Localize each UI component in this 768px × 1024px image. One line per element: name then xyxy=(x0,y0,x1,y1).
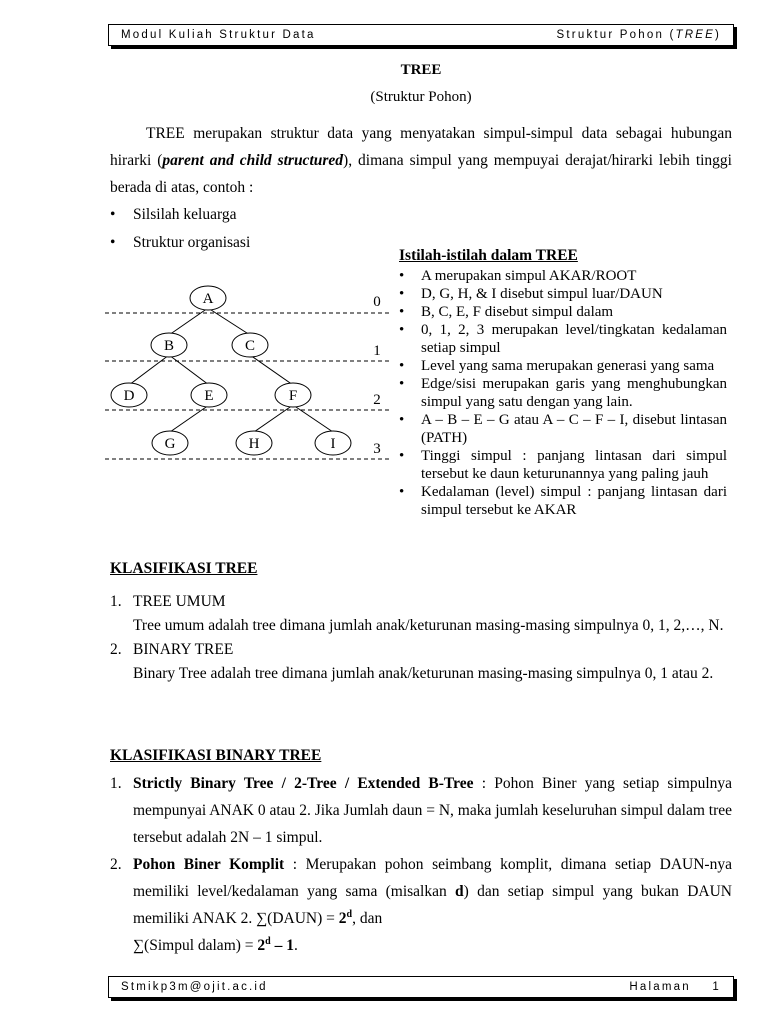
page-header xyxy=(108,24,734,46)
node-f-label: F xyxy=(288,388,298,404)
edge-a-b xyxy=(169,308,208,335)
edge-b-e xyxy=(169,355,209,385)
list-item: 2. Pohon Biner Komplit : Merupakan pohon seimbang komplit, dimana setiap DAUN-nya memiliki level/kedalaman yang sama (misalkan d) dan setiap simpul yang bukan DAUN memiliki ANAK 2. ∑(DAUN) = $2^d$, dan ∑(Simpul dalam) = $2^d - 1$. xyxy=(110,856,732,954)
page-footer xyxy=(108,976,734,998)
list-item: • Struktur organisasi xyxy=(110,234,251,251)
term-item: • Kedalaman (level) simpul : panjang lintasan dari simpul tersebut ke AKAR xyxy=(399,484,727,518)
footer-email: Stmikp3m@ojit.ac.id xyxy=(121,981,268,993)
example-list xyxy=(110,201,250,257)
term-item: • A merupakan simpul AKAR/ROOT xyxy=(399,268,637,284)
term-item: • Level yang sama merupakan generasi yang sama xyxy=(399,358,715,374)
level-label-1: 1 xyxy=(373,343,381,359)
node-e-label: E xyxy=(204,388,214,404)
node-i-label: I xyxy=(330,436,336,452)
term-item: • D, G, H, & I disebut simpul luar/DAUN xyxy=(399,286,663,302)
list-item: • Silsilah keluarga xyxy=(110,206,237,223)
terms-title: Istilah-istilah dalam TREE xyxy=(399,247,578,264)
node-g-label: G xyxy=(164,436,176,452)
term-item: • A – B – E – G atau A – C – F – I, disebut lintasan (PATH) xyxy=(399,412,727,446)
edge-f-i xyxy=(293,405,333,432)
tree-diagram xyxy=(105,275,395,465)
level-label-3: 3 xyxy=(373,441,381,457)
edge-a-c xyxy=(208,308,250,335)
term-item: • B, C, E, F disebut simpul dalam xyxy=(399,304,614,320)
edge-f-h xyxy=(254,405,293,432)
node-b-label: B xyxy=(163,338,175,354)
edge-c-f xyxy=(250,355,293,385)
header-left: Modul Kuliah Struktur Data xyxy=(121,29,316,41)
footer-page: Halaman 1 xyxy=(629,981,721,993)
terms-section xyxy=(399,247,727,519)
binary-heading: KLASIFIKASI BINARY TREE xyxy=(110,747,322,764)
list-item: 2. BINARY TREE Binary Tree adalah tree dimana jumlah anak/keturunan masing-masing simpulnya 0, 1 atau 2. xyxy=(110,641,714,682)
list-item: 1. Strictly Binary Tree / 2-Tree / Extended B-Tree : Pohon Biner yang setiap simpulnya mempunyai ANAK 0 atau 2. Jika Jumlah daun = N, maka jumlah keseluruhan simpul dalam tree tersebut adalah 2N – 1 simpul. xyxy=(110,775,733,846)
term-item: • Edge/sisi merupakan garis yang menghubungkan simpul yang satu dengan yang lain. xyxy=(399,376,727,410)
edge-b-d xyxy=(129,355,169,385)
page-title: TREE xyxy=(400,62,442,78)
edge-e-g xyxy=(170,405,209,432)
list-item: 1. TREE UMUM Tree umum adalah tree dimana jumlah anak/keturunan masing-masing simpulnya 0, 1, 2,…, N. xyxy=(110,593,724,634)
node-h-label: H xyxy=(248,436,260,452)
level-label-0: 0 xyxy=(373,294,381,310)
header-right: Struktur Pohon (TREE) xyxy=(556,29,721,41)
level-label-2: 2 xyxy=(373,392,381,408)
node-d-label: D xyxy=(123,388,135,404)
klasifikasi-heading: KLASIFIKASI TREE xyxy=(110,560,258,577)
klasifikasi-list xyxy=(110,590,732,686)
term-item: • Tinggi simpul : panjang lintasan dari simpul tersebut ke daun keturunannya yang paling jauh xyxy=(399,448,727,482)
node-c-label: C xyxy=(244,338,256,354)
term-item: • 0, 1, 2, 3 merupakan level/tingkatan kedalaman setiap simpul xyxy=(399,322,727,356)
intro-paragraph: TREE merupakan struktur data yang menyatakan simpul-simpul data sebagai hubungan hirarki (parent and child structured), dimana simpul yang mempuyai derajat/hirarki lebih tinggi berada di atas, contoh : xyxy=(110,125,732,196)
binary-list xyxy=(110,770,732,959)
node-a-label: A xyxy=(202,291,214,307)
page-subtitle: (Struktur Pohon) xyxy=(370,89,472,105)
